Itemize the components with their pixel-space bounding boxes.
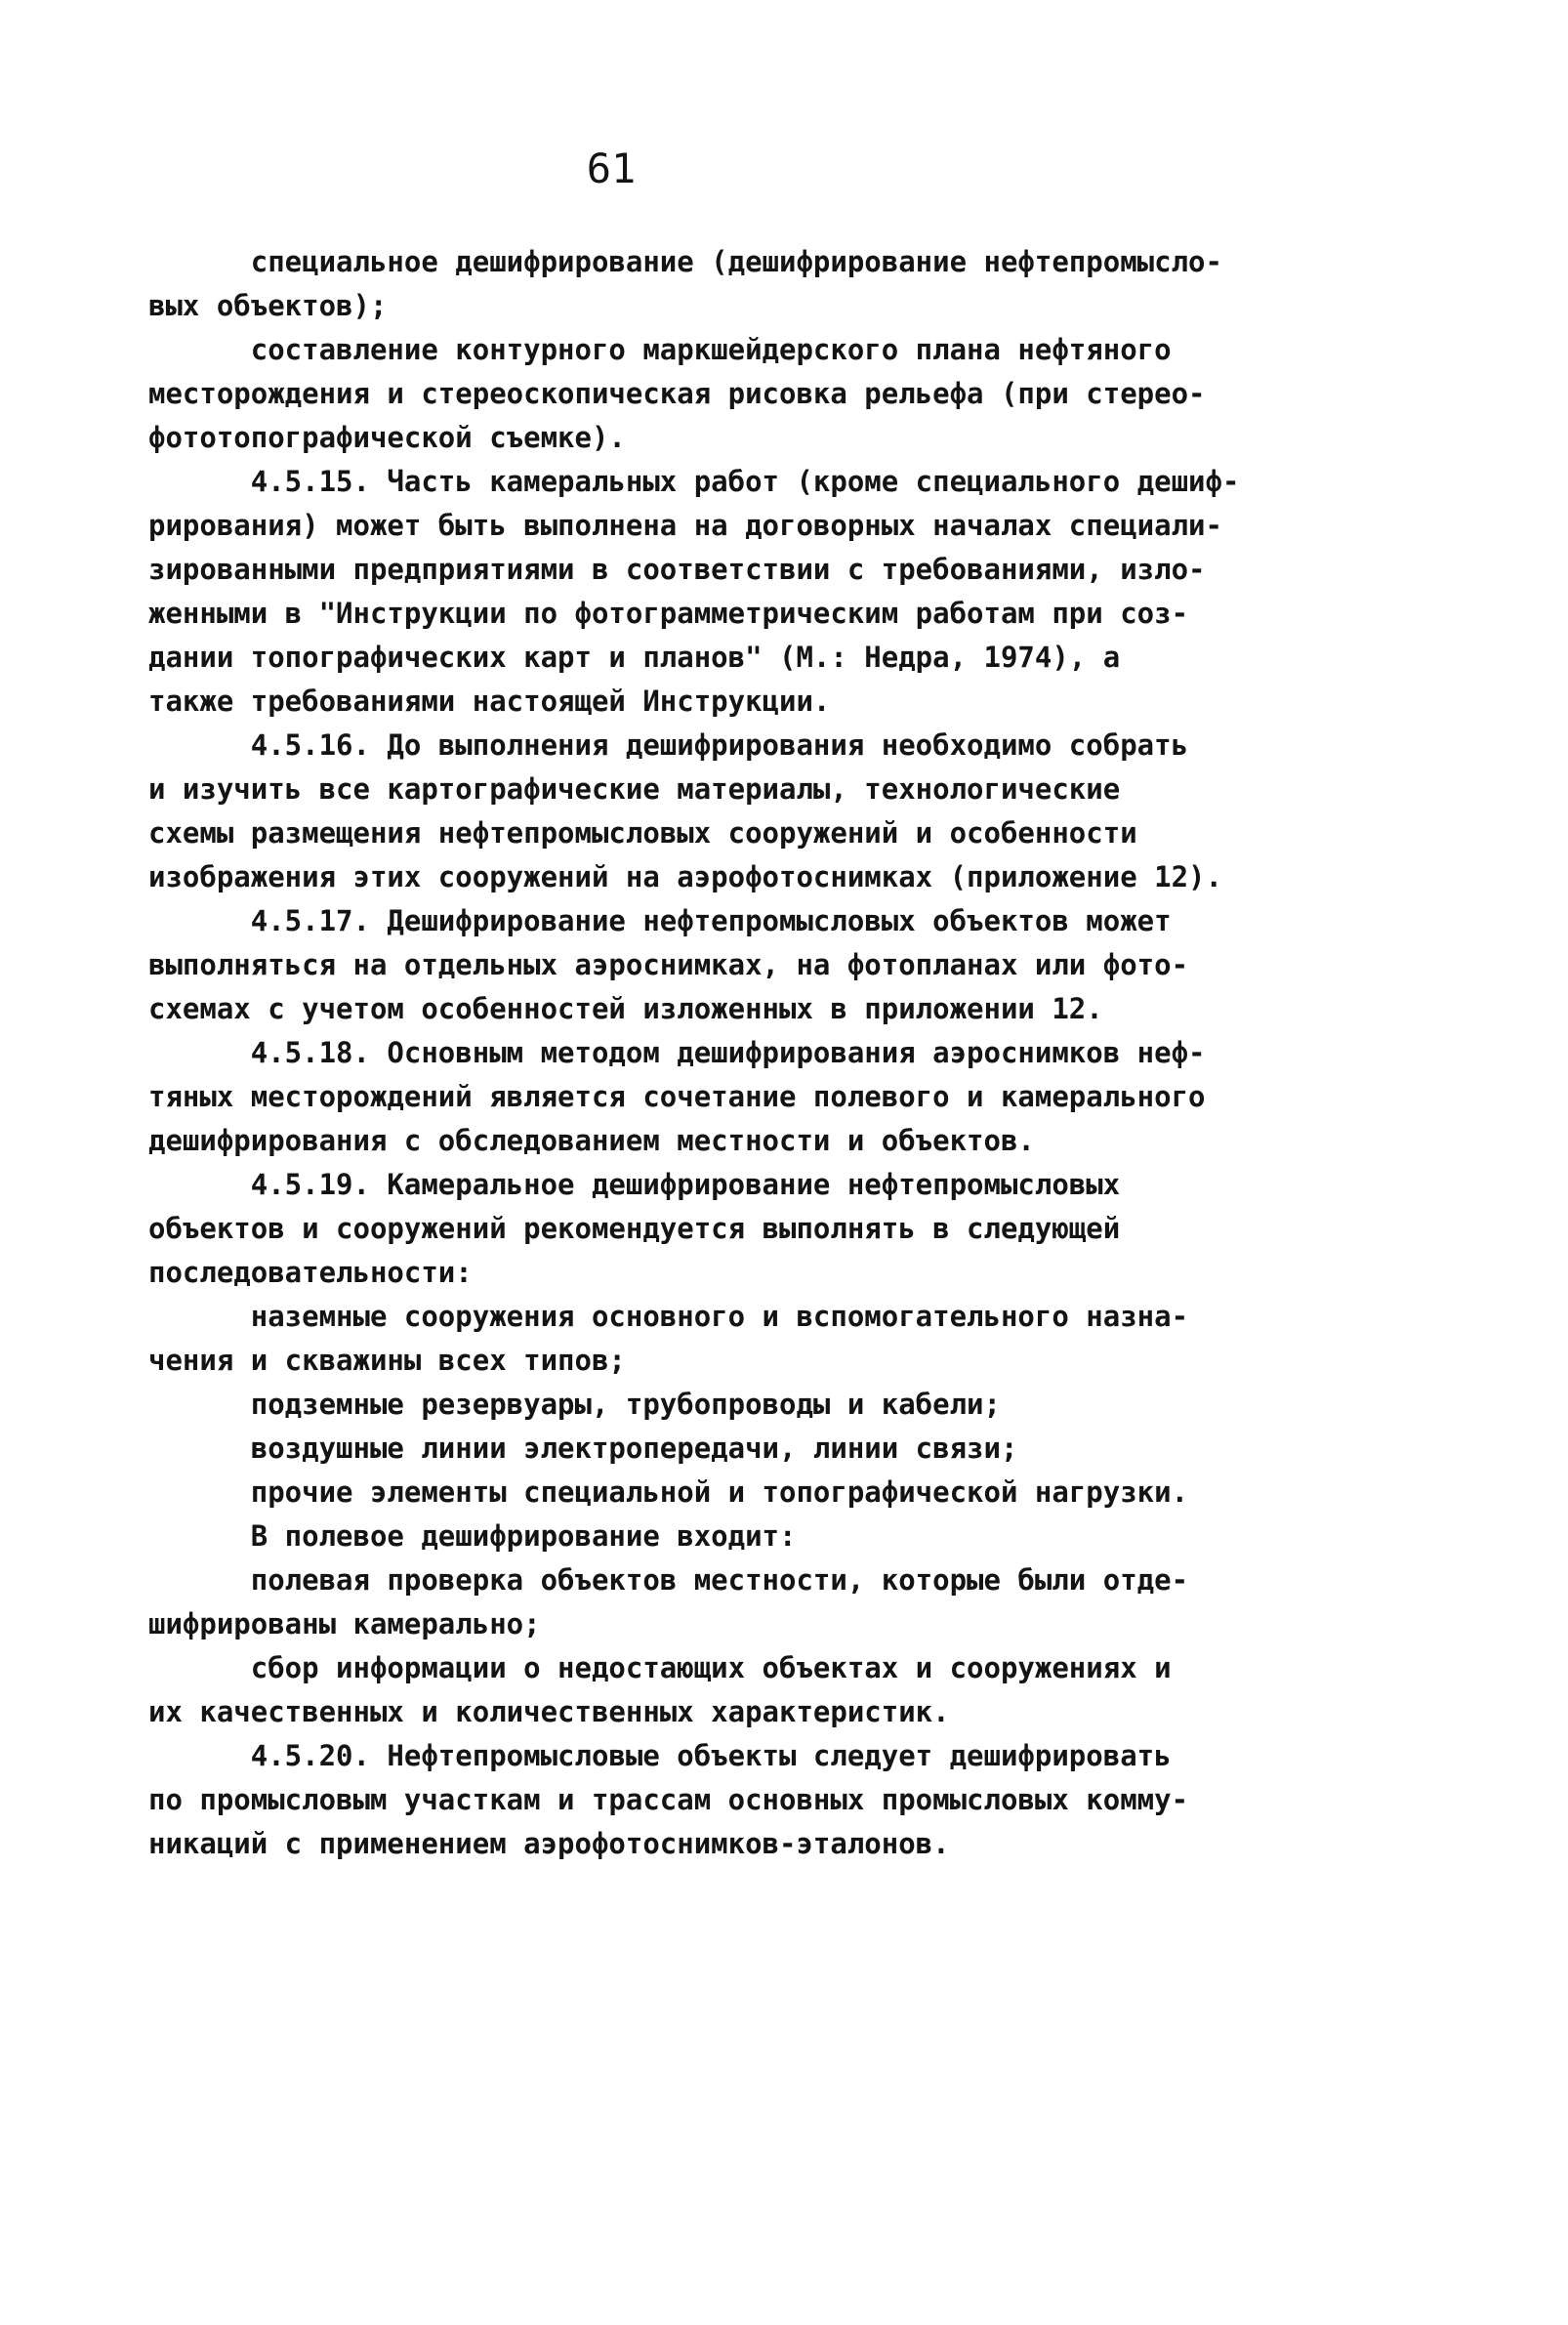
text-line: 4.5.15. Часть камеральных работ (кроме специального дешиф- bbox=[148, 465, 1240, 498]
text-line: 4.5.16. До выполнения дешифрирования необходимо собрать bbox=[148, 728, 1189, 762]
text-line: воздушные линии электропередачи, линии связи; bbox=[148, 1432, 1018, 1465]
text-line: никаций с применением аэрофотоснимков-эталонов. bbox=[148, 1827, 950, 1860]
text-line: женными в "Инструкции по фотограмметрическим работам при соз- bbox=[148, 597, 1189, 630]
text-line: подземные резервуары, трубопроводы и кабели; bbox=[148, 1388, 1001, 1421]
text-line: выполняться на отдельных аэроснимках, на фотопланах или фото- bbox=[148, 948, 1189, 981]
text-line: 4.5.19. Камеральное дешифрирование нефтепромысловых bbox=[148, 1168, 1121, 1201]
text-line: фототопографической съемке). bbox=[148, 421, 626, 454]
text-line: также требованиями настоящей Инструкции. bbox=[148, 685, 831, 718]
text-line: зированными предприятиями в соответствии с требованиями, изло- bbox=[148, 553, 1206, 586]
text-line: вых объектов); bbox=[148, 289, 388, 322]
text-line: по промысловым участкам и трассам основных промысловых комму- bbox=[148, 1783, 1189, 1816]
text-line: сбор информации о недостающих объектах и сооружениях и bbox=[148, 1651, 1172, 1684]
text-line: дании топографических карт и планов" (М.: Недра, 1974), а bbox=[148, 641, 1121, 674]
text-line: схемы размещения нефтепромысловых сооружений и особенности bbox=[148, 816, 1137, 850]
text-line: и изучить все картографические материалы, технологические bbox=[148, 772, 1121, 806]
text-line: изображения этих сооружений на аэрофотоснимках (приложение 12). bbox=[148, 860, 1222, 893]
text-line: полевая проверка объектов местности, которые были отде- bbox=[148, 1563, 1189, 1597]
text-line: В полевое дешифрирование входит: bbox=[148, 1519, 797, 1553]
text-line: дешифрирования с обследованием местности и объектов. bbox=[148, 1124, 1035, 1157]
text-line: шифрированы камерально; bbox=[148, 1607, 541, 1640]
text-line: составление контурного маркшейдерского плана нефтяного bbox=[148, 333, 1172, 366]
text-line: схемах с учетом особенностей изложенных в приложении 12. bbox=[148, 992, 1103, 1025]
text-line: 4.5.20. Нефтепромысловые объекты следует дешифрировать bbox=[148, 1739, 1172, 1772]
page-number: 61 bbox=[586, 145, 637, 192]
text-line: месторождения и стереоскопическая рисовка рельефа (при стерео- bbox=[148, 377, 1206, 410]
text-line: 4.5.18. Основным методом дешифрирования аэроснимков неф- bbox=[148, 1036, 1206, 1069]
text-line: последовательности: bbox=[148, 1256, 473, 1289]
text-line: 4.5.17. Дешифрирование нефтепромысловых объектов может bbox=[148, 904, 1172, 937]
body-text bbox=[148, 240, 1359, 1866]
text-line: объектов и сооружений рекомендуется выполнять в следующей bbox=[148, 1212, 1121, 1245]
text-line: их качественных и количественных характеристик. bbox=[148, 1695, 950, 1728]
text-line: чения и скважины всех типов; bbox=[148, 1344, 626, 1377]
text-line: тяных месторождений является сочетание полевого и камерального bbox=[148, 1080, 1206, 1113]
text-line: рирования) может быть выполнена на договорных началах специали- bbox=[148, 509, 1222, 542]
text-line: прочие элементы специальной и топографической нагрузки. bbox=[148, 1475, 1189, 1509]
text-line: специальное дешифрирование (дешифрирование нефтепромысло- bbox=[148, 245, 1222, 278]
text-line: наземные сооружения основного и вспомогательного назна- bbox=[148, 1300, 1189, 1333]
